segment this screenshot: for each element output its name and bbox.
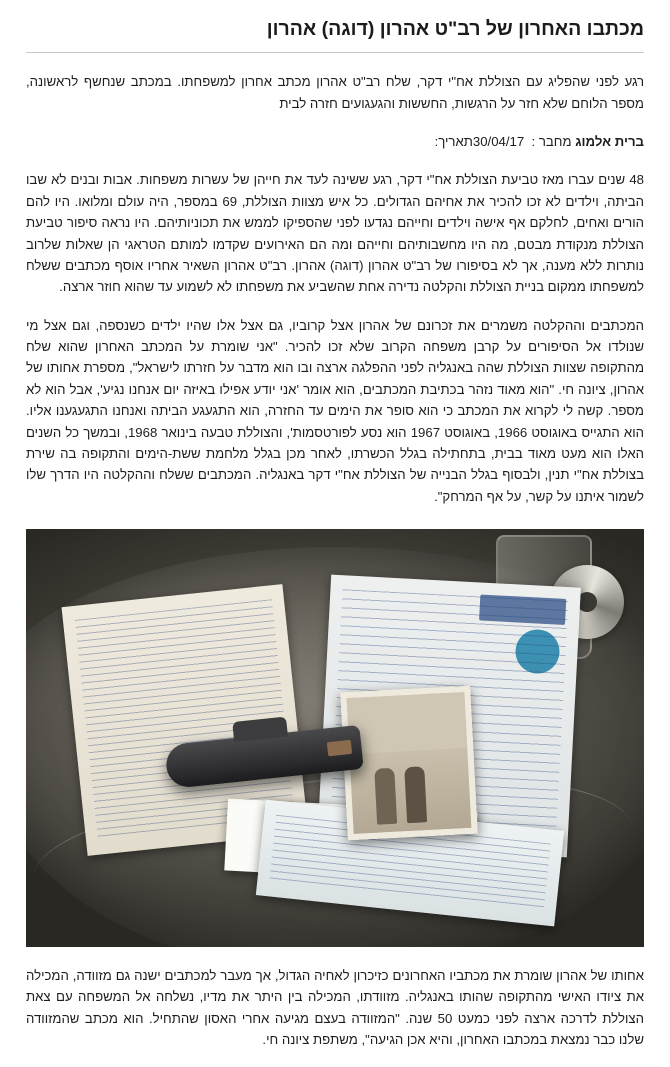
byline-date: 30/04/17 [472,134,525,150]
photo-scene [26,529,644,947]
article-paragraph-1: 48 שנים עברו מאז טביעת הצוללת אח"י דקר, רגע ששינה לעד את חייהן של עשרות משפחות. אבות ובנים לא שבו הביתה, וילדים לא זכו להכיר את אחיהם הגדולים. כל איש מצוות הצוללת, 69 במספר, היה עולם ומלואו. היו להם הורים ואחים, לחלקם אף אישה וילדים וחייהם נגדעו לפני שהספיקו לממש את תכוניותיהם. היו נראה סיפור טביעת הצוללת מנקודת מבטם, מה היו מחשבותיהם וחייהם ומה הם האירועים שקדמו למותם הטראגי הן שאלות שלרוב נותרות ללא מענה, אך לא בסיפורו של רב"ט אהרון (דוגה) אהרון. רב"ט אהרון השאיר אחריו אוסף מכתבים ששלח למשפחתו ממקום בניית הצוללת והקלטה נדירה אחת שהשביע את משפחתו לא לשמוע עד שהוא חוזר ארצה. [26,172,644,295]
article-body-after-image [0,965,670,1051]
bottom-spacer [0,1051,670,1067]
photo-sky [347,692,468,754]
title-divider [26,52,644,53]
byline-spacer [524,134,531,149]
byline-date-label: תאריך: [434,134,473,150]
photo-person-left [374,768,397,825]
byline-author: ברית אלמוג [575,134,644,150]
article-paragraph-3: אחותו של אהרון שומרת את מכתביו האחרונים כזיכרון לאחיה הגדול, אך מעבר למכתבים ישנה גם מזוודה, המכילה את ציודו האישי מהתקופה שהותו באנגליה. מזוודתו, המכילה בין היתר את מדיו, נשלחה אל המשפחה עם צאת הצוללת לדרכה ארצה לפני כמעט 50 שנה. "המזוודה בעצם מגיעה אחרי האסון שהתחיל. הוא מכתב שהמזוודה שלנו כבר נמצאת במכתבו האחרון, והיא אכן הגיעה", משתפת ציונה חי. [26,968,644,1048]
title-container [0,0,670,42]
article-image [26,529,644,947]
page-title: מכתבו האחרון של רב"ט אהרון (דוגה) אהרון [266,18,644,40]
photo-person-right [404,766,427,823]
article-body [0,71,670,507]
byline-line [26,131,644,152]
article-lede: רגע לפני שהפליג עם הצוללת אח"י דקר, שלח רב"ט אהרון מכתב אחרון למשפחתו. במכתב שנחשף לראשונה, מספר הלוחם שלא חזר על הרגשות, החששות והגעגועים חזרה לבית [26,74,644,111]
byline-author-prefix: מחבר : [531,134,572,150]
article-paragraph-2: המכתבים וההקלטה משמרים את זכרונם של אהרון אצל קרוביו, גם אצל אלו שהיו ילדים כשנספה, וגם אצל מי שנולדו אל הסיפורים על קרבן משפחה הקרוב שלא זכו להכיר. "אני שומרת על המכתב האחרון שהוא שלח מהתקופה שצוות הצוללת שהה באנגליה לפני ההפלגה ארצה ובו הוא מדבר על חזרתו לישראל", מספרת אחותו של אהרון, ציונה חי. "הוא מאוד נזהר בכתיבת המכתבים, הוא אומר 'אני יודע אפילו באיזה יום אנחנו נגיע', אבל הוא לא מספר. קשה לי לקרוא את המכתב כי הוא סופר את הימים עד החזרה, הוא התגעגע הביתה ואנחנו התגעגענו אליו. הוא התגייס באוגוסט 1966, באוגוסט 1967 הוא נסע לפורטסמות', והצוללת טבעה בינואר 1968, ובמשך כל השנים האלו הוא מעט מאוד בבית, בתחתילה בגלל הכשרתו, לאחר מכן בגלל מלחמת ששת-הימים והתקופה בה שירת בצוללת אח"י תנין, ולבסוף בגלל הבנייה של הצוללת אח"י דקר באנגליה. המכתבים ששלח וההקלטה היו הדרך שלו לשמור איתנו על קשר, על אף המרחק". [26,317,644,504]
